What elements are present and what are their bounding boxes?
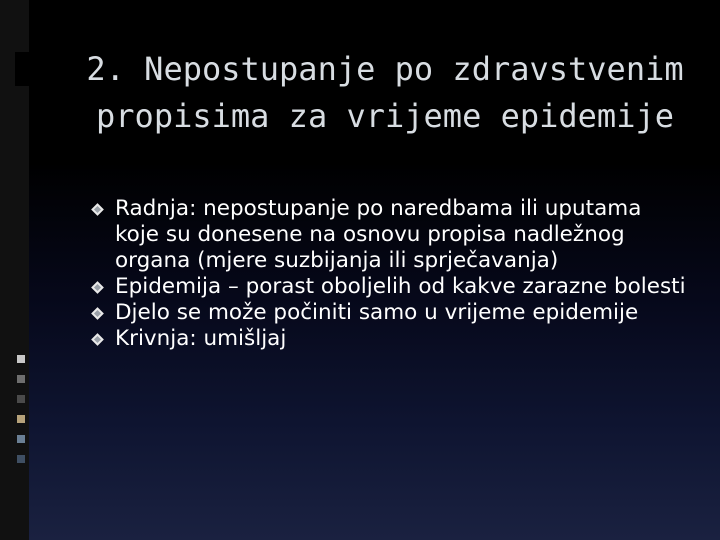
slide-title: 2. Nepostupanje po zdravstvenim propisima za vrijeme epidemije [86,50,684,135]
bullet-item [88,326,688,352]
decorative-square [17,395,25,403]
bullet-text: Radnja: nepostupanje po naredbama ili uputama koje su donesene na osnovu propisa nadležnog organa (mjere suzbijanja ili sprječavanja) [115,196,642,273]
bullet-item [88,196,688,274]
decorative-square [17,355,25,363]
diamond-bullet-icon [91,203,104,216]
bullet-item [88,274,688,300]
decorative-square [17,435,25,443]
decorative-square [17,455,25,463]
bullet-text: Djelo se može počiniti samo u vrijeme epidemije [115,300,639,325]
decorative-black-block [15,52,29,86]
decorative-square [17,375,25,383]
decorative-square [17,415,25,423]
diamond-bullet-icon [91,281,104,294]
left-decorative-strip [0,0,29,540]
bullet-item [88,300,688,326]
diamond-bullet-icon [91,333,104,346]
bullet-list [88,196,688,352]
bullet-text: Epidemija – porast oboljelih od kakve zarazne bolesti [115,274,686,299]
bullet-text: Krivnja: umišljaj [115,326,287,351]
diamond-bullet-icon [91,307,104,320]
